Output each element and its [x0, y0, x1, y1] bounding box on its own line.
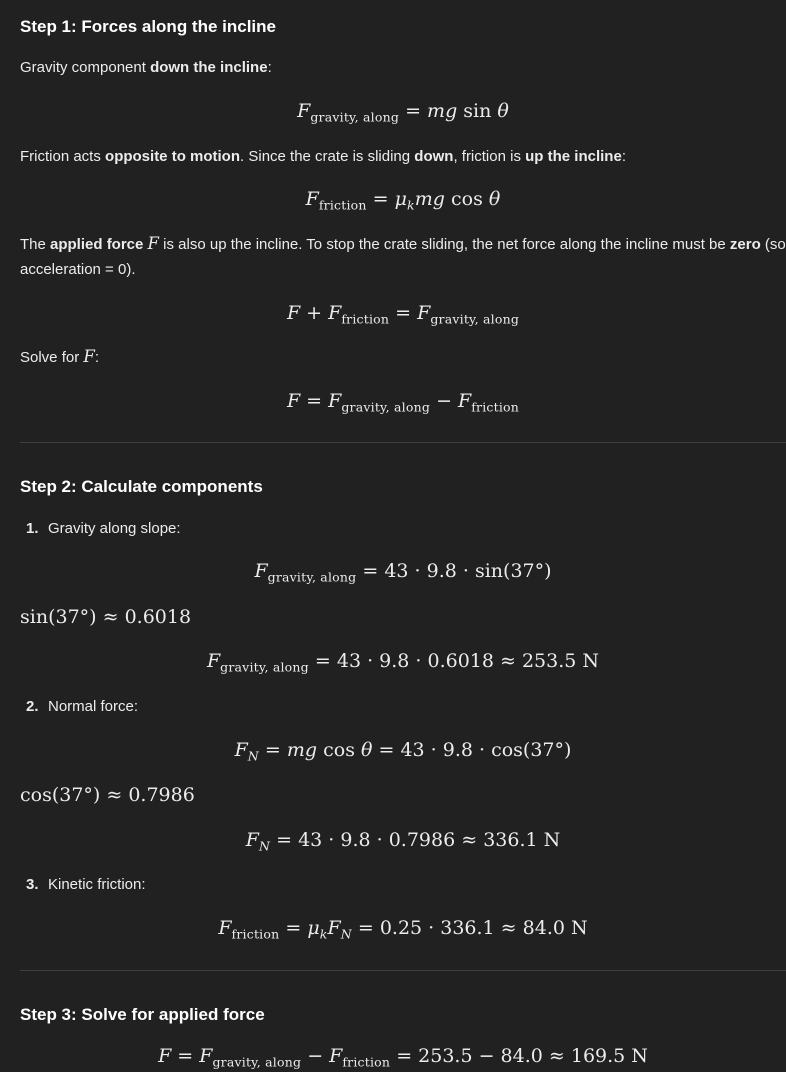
- text-segment: mg: [414, 188, 445, 211]
- text-segment: F: [245, 828, 259, 851]
- list-item: [20, 694, 786, 720]
- list-item-text: [48, 516, 181, 542]
- text-segment: sin(37°) ≈ 0.6018: [20, 605, 192, 628]
- text-segment: mg: [427, 99, 458, 122]
- text-segment: =: [389, 301, 418, 324]
- text-segment: gravity, along: [341, 399, 431, 415]
- list-marker: 2.: [26, 698, 39, 716]
- text-segment: gravity, along: [212, 1054, 302, 1070]
- text-segment: , friction is: [453, 147, 526, 165]
- text-segment: cos: [317, 738, 361, 761]
- text-segment: Gravity along slope:: [48, 519, 181, 537]
- text-segment: :: [621, 147, 626, 165]
- section-divider: [20, 970, 786, 971]
- list-item: [20, 872, 786, 898]
- text-segment: = 43 · 9.8 · 0.7986 ≈ 336.1 N: [270, 828, 561, 851]
- text-segment: N: [258, 838, 271, 854]
- text-segment: F: [254, 560, 268, 583]
- text-segment: F: [199, 1044, 213, 1067]
- text-segment: up the incline: [525, 147, 622, 165]
- text-segment: cos(37°) ≈ 0.7986: [20, 784, 195, 807]
- math-formula: [20, 388, 786, 417]
- text-segment: gravity, along: [310, 109, 400, 125]
- text-segment: F: [147, 233, 159, 253]
- text-segment: mg: [286, 738, 318, 761]
- step-heading: Step 3: Solve for applied force: [20, 1004, 265, 1024]
- list-item-text: [48, 872, 146, 898]
- text-segment: =: [300, 389, 329, 412]
- solution-document: [0, 17, 786, 1072]
- text-segment: (so acceleration = 0).: [20, 235, 786, 279]
- math-formula: [20, 915, 786, 944]
- text-segment: Kinetic friction:: [48, 876, 146, 894]
- text-segment: The: [20, 235, 51, 253]
- math-formula: [20, 782, 786, 810]
- step-heading: Step 1: Forces along the incline: [20, 17, 276, 36]
- text-segment: μ: [307, 916, 320, 939]
- text-segment: down the incline: [150, 59, 268, 77]
- paragraph: [20, 345, 786, 371]
- text-segment: = 43 · 9.8 · cos(37°): [372, 738, 572, 761]
- text-segment: opposite to motion: [105, 147, 241, 165]
- text-segment: F: [417, 301, 431, 324]
- math-formula: [20, 300, 786, 329]
- math-formula: [20, 1043, 786, 1072]
- text-segment: :: [267, 59, 272, 77]
- assistant-message-content: [0, 17, 786, 1072]
- text-segment: F: [286, 301, 301, 324]
- text-segment: +: [300, 301, 329, 324]
- text-segment: F: [328, 389, 342, 412]
- text-segment: = 0.25 · 336.1 ≈ 84.0 N: [351, 916, 588, 939]
- text-segment: =: [366, 188, 395, 211]
- step-heading: Step 2: Calculate components: [20, 477, 263, 497]
- text-segment: gravity, along: [430, 311, 520, 327]
- text-segment: F: [158, 1044, 172, 1067]
- math-formula: [20, 186, 786, 215]
- text-segment: F: [329, 1044, 343, 1067]
- text-segment: friction: [471, 399, 520, 415]
- text-segment: =: [171, 1044, 200, 1067]
- text-segment: =: [258, 738, 287, 761]
- text-segment: k: [319, 926, 328, 942]
- text-segment: = 253.5 − 84.0 ≈ 169.5 N: [390, 1044, 648, 1067]
- list-marker: 1.: [26, 519, 39, 537]
- text-segment: F: [286, 389, 301, 412]
- list-item: [20, 516, 786, 542]
- text-segment: F: [206, 650, 221, 673]
- text-segment: θ: [488, 188, 501, 211]
- paragraph: [20, 55, 786, 81]
- text-segment: zero: [729, 235, 761, 253]
- text-segment: applied force: [50, 235, 144, 253]
- text-segment: is also up the incline. To stop the crate sliding, the net force along the incline must be: [159, 235, 730, 253]
- text-segment: . Since the crate is sliding: [240, 147, 415, 165]
- text-segment: −: [301, 1044, 330, 1067]
- text-segment: Solve for: [20, 349, 84, 367]
- text-segment: friction: [341, 311, 390, 327]
- text-segment: θ: [497, 99, 509, 122]
- text-segment: gravity, along: [220, 659, 309, 675]
- text-segment: F: [305, 188, 319, 211]
- text-segment: N: [340, 926, 352, 942]
- text-segment: Gravity component: [20, 59, 151, 77]
- text-segment: cos: [444, 188, 489, 211]
- text-segment: N: [247, 748, 259, 764]
- list-marker: 3.: [26, 876, 39, 894]
- text-segment: F: [218, 916, 232, 939]
- math-formula: [20, 827, 786, 856]
- math-formula: [20, 648, 786, 677]
- text-segment: friction: [231, 926, 280, 942]
- text-segment: =: [279, 916, 308, 939]
- text-segment: = 43 · 9.8 · sin(37°): [356, 560, 552, 583]
- list-item-text: [48, 694, 138, 720]
- text-segment: Normal force:: [48, 698, 139, 716]
- text-segment: F: [327, 916, 341, 939]
- text-segment: F: [458, 389, 472, 412]
- text-segment: θ: [361, 738, 373, 761]
- paragraph: [20, 144, 786, 170]
- text-segment: F: [234, 738, 248, 761]
- text-segment: F: [328, 301, 342, 324]
- text-segment: :: [94, 349, 99, 367]
- math-formula: [20, 558, 786, 587]
- text-segment: −: [430, 389, 459, 412]
- text-segment: sin: [457, 99, 498, 122]
- text-segment: F: [297, 99, 311, 122]
- text-segment: μ: [394, 188, 407, 211]
- math-formula: [20, 98, 786, 127]
- text-segment: k: [407, 197, 415, 213]
- text-segment: gravity, along: [267, 569, 357, 585]
- math-formula: [20, 737, 786, 766]
- paragraph: [20, 232, 786, 283]
- text-segment: Friction acts: [20, 147, 106, 165]
- text-segment: = 43 · 9.8 · 0.6018 ≈ 253.5 N: [308, 650, 600, 673]
- text-segment: F: [83, 347, 95, 367]
- math-formula: [20, 604, 786, 632]
- text-segment: friction: [318, 197, 367, 213]
- section-divider: [20, 442, 786, 443]
- text-segment: down: [414, 147, 454, 165]
- text-segment: friction: [342, 1054, 391, 1070]
- text-segment: =: [399, 99, 428, 122]
